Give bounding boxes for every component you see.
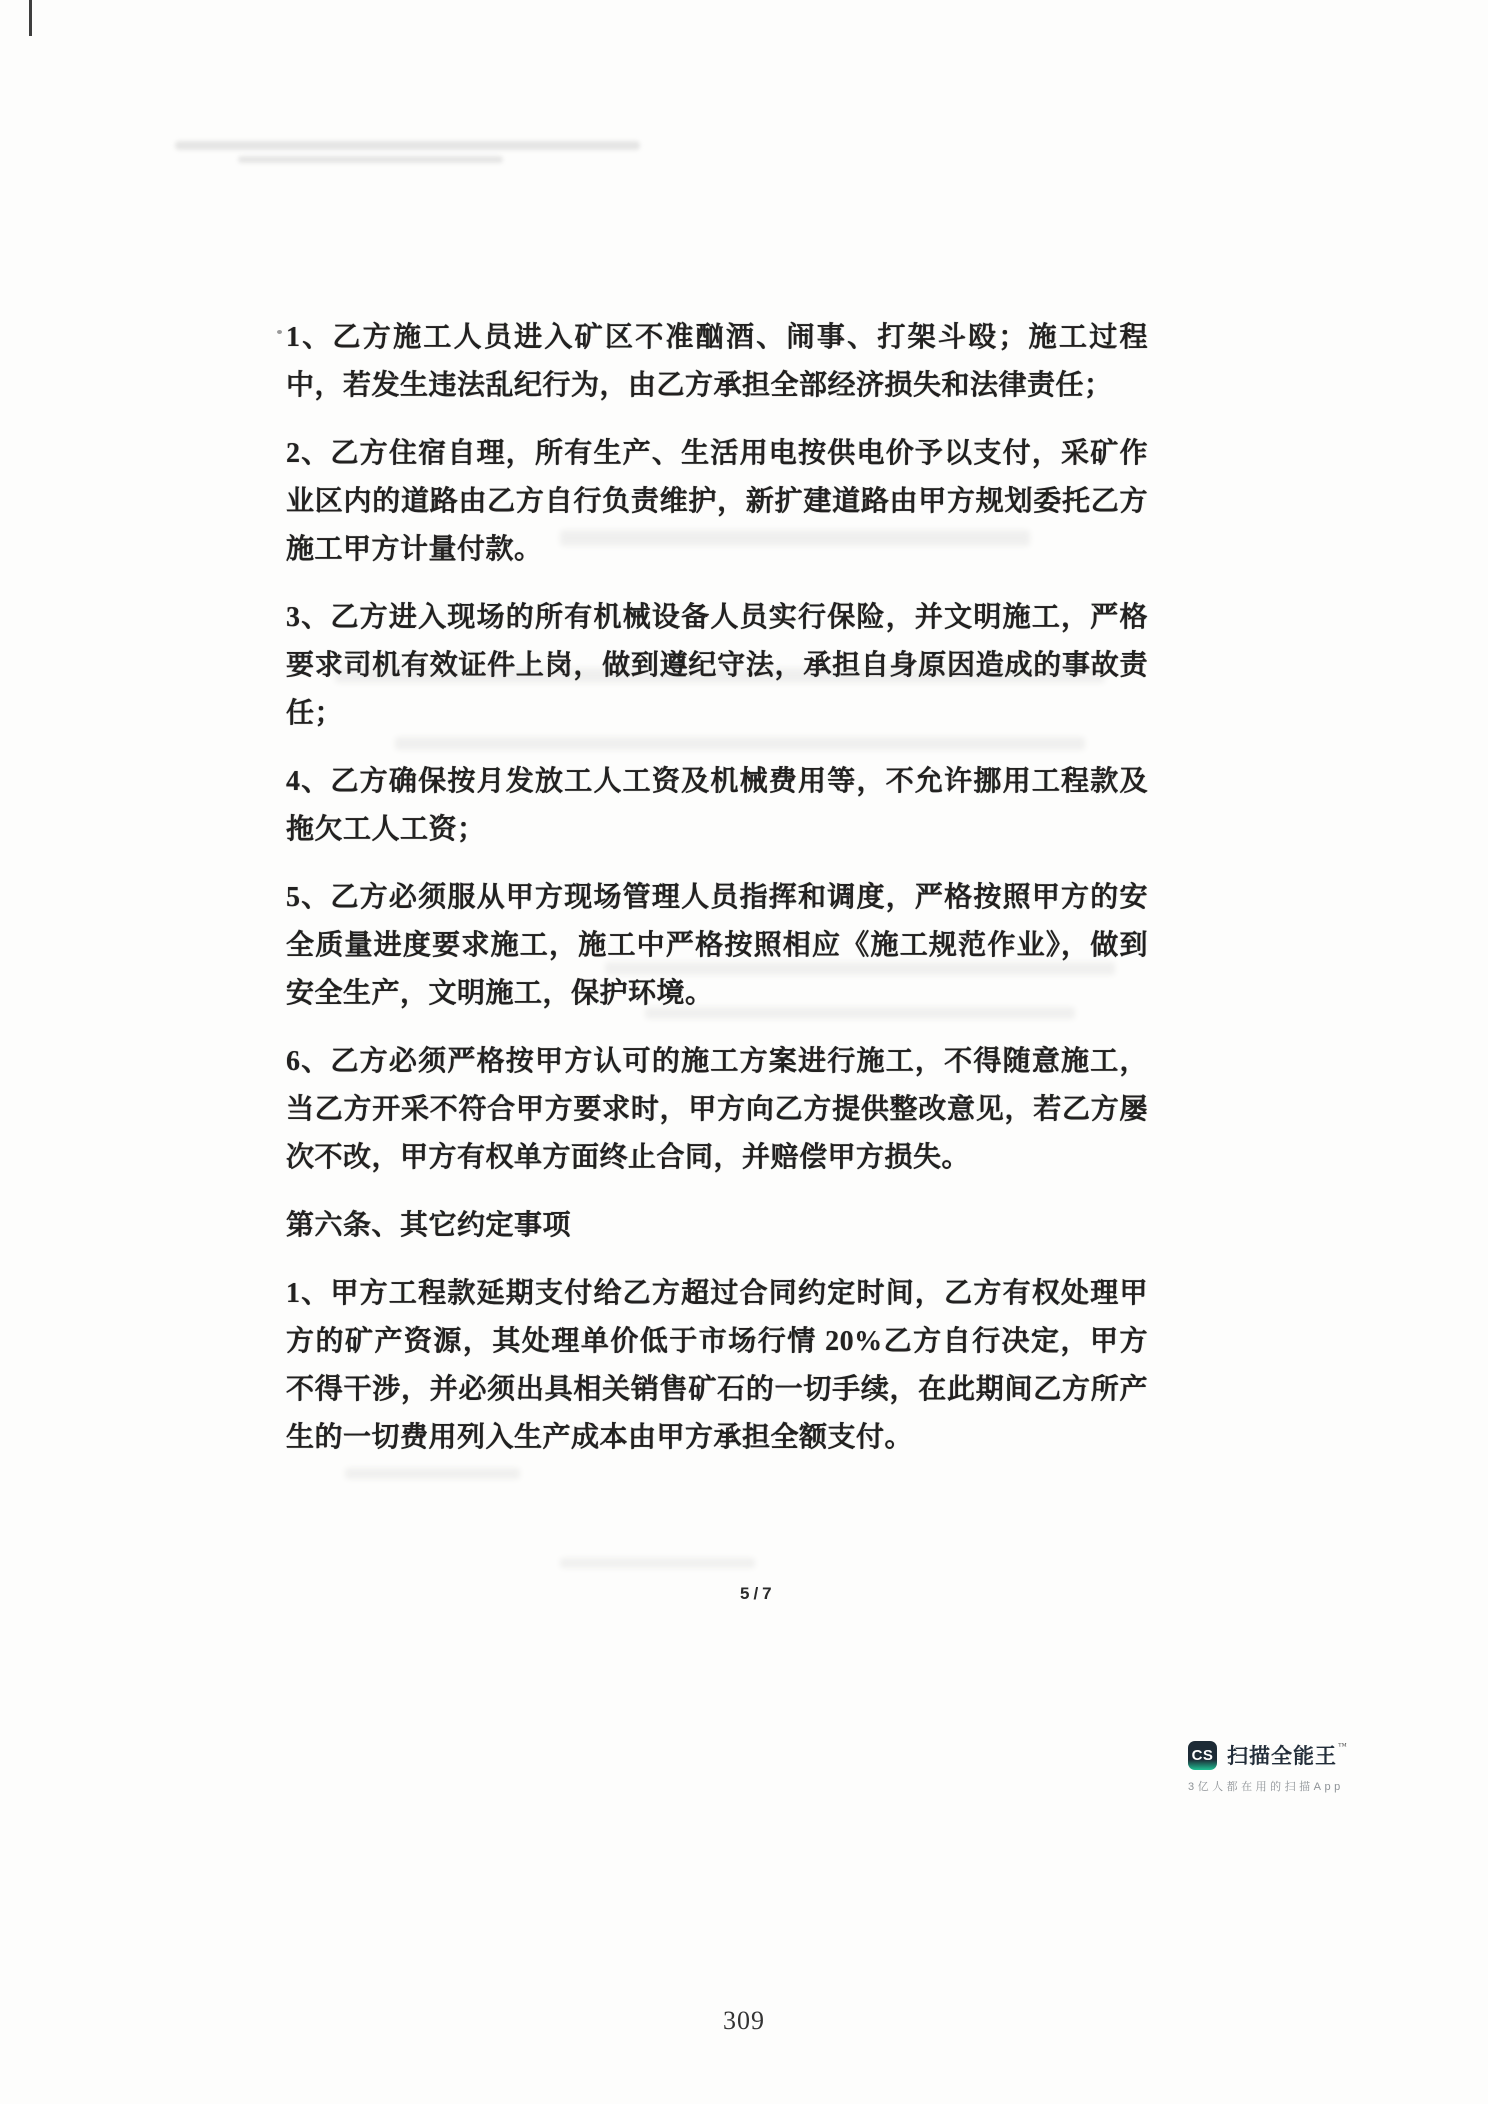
section-heading: 第六条、其它约定事项 [286,1210,572,1241]
camscanner-brand-name: 扫描全能王 [1227,1745,1337,1768]
camscanner-tagline: 3亿人都在用的扫描App [1188,1781,1344,1793]
scan-smudge-artifact [175,141,640,150]
book-page-number: 309 [723,2006,765,2035]
contract-clause-3: 3、乙方进入现场的所有机械设备人员实行保险，并文明施工，严格要求司机有效证件上岗，做到遵纪守法，承担自身原因造成的事故责任； [286,602,1148,729]
camscanner-watermark [1188,1740,1448,1794]
sheet-page-indicator: 5/7 [740,1584,776,1603]
camscanner-logo-letters: CS [1191,1746,1214,1764]
scan-edge-mark [29,0,32,36]
contract-clause-4: 4、乙方确保按月发放工人工资及机械费用等，不允许挪用工程款及拖欠工人工资； [286,766,1148,845]
section-clause-1: 1、甲方工程款延期支付给乙方超过合同约定时间，乙方有权处理甲方的矿产资源，其处理单价低于市场行情 20%乙方自行决定，甲方不得干涉，并必须出具相关销售矿石的一切手续，在此期间乙方所产生的一切费用列入生产成本由甲方承担全额支付。 [286,1278,1148,1453]
contract-clause-1: 1、乙方施工人员进入矿区不准酗酒、闹事、打架斗殴；施工过程中，若发生违法乱纪行为，由乙方承担全部经济损失和法律责任； [286,322,1148,401]
scan-smudge-artifact [238,156,503,163]
trademark-symbol: ™ [1338,1741,1347,1751]
contract-clause-6: 6、乙方必须严格按甲方认可的施工方案进行施工，不得随意施工，当乙方开采不符合甲方要求时，甲方向乙方提供整改意见，若乙方屡次不改，甲方有权单方面终止合同，并赔偿甲方损失。 [286,1046,1148,1173]
camscanner-logo-icon [1188,1741,1217,1770]
contract-clause-5: 5、乙方必须服从甲方现场管理人员指挥和调度，严格按照甲方的安全质量进度要求施工，施工中严格按照相应《施工规范作业》，做到安全生产，文明施工，保护环境。 [286,882,1148,1009]
camscanner-logo-row [1188,1740,1448,1770]
contract-clause-2: 2、乙方住宿自理，所有生产、生活用电按供电价予以支付，采矿作业区内的道路由乙方自行负责维护，新扩建道路由甲方规划委托乙方施工甲方计量付款。 [286,438,1148,565]
bleed-through-artifact [560,1558,755,1568]
ink-dot-artifact [277,330,282,334]
contract-body [286,314,1148,1482]
